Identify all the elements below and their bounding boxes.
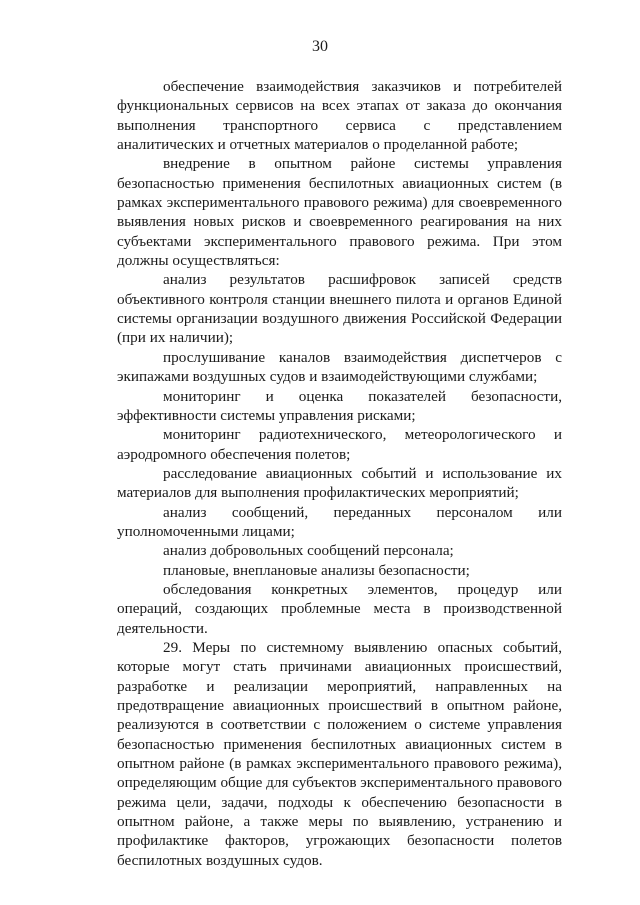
paragraph-element-inspection: обследования конкретных элементов, процедур или операций, создающих проблемные места в производственной деятельности. (117, 580, 562, 637)
page-number: 30 (312, 38, 328, 55)
paragraph-radio-meteo-monitoring: мониторинг радиотехнического, метеорологического и аэродромного обеспечения полетов; (117, 426, 562, 463)
paragraph-objective-control-analysis: анализ результатов расшифровок записей средств объективного контроля станции внешнего пилота и органов Единой системы организации воздушного движения Российской Федерации (при их наличии); (117, 271, 562, 347)
paragraph-voluntary-reports: анализ добровольных сообщений персонала; (163, 542, 454, 560)
paragraph-safety-analyses: плановые, внеплановые анализы безопасности; (163, 561, 470, 579)
paragraph-item-29: 29. Меры по системному выявлению опасных событий, которые могут стать причинами авиационных происшествий, разработке и реализации мероприятий, направленных на предотвращение авиационных происшествий в опытном районе, реализуются в соответствии с положением о системе управления безопасностью применения беспилотных авиационных систем в опытном районе (в рамках экспериментального правового режима), определяющим общие для субъектов экспериментального правового режима цели, задачи, подходы к обеспечению безопасности в опытном районе, а также меры по выявлению, устранению и профилактике факторов, угрожающих безопасности полетов беспилотных воздушных судов. (117, 638, 563, 869)
paragraph-safety-indicators: мониторинг и оценка показателей безопасности, эффективности системы управления рисками; (117, 387, 562, 424)
paragraph-service-interaction: обеспечение взаимодействия заказчиков и потребителей функциональных сервисов на всех этапах от заказа до окончания выполнения транспортного сервиса с представлением аналитических и отчетных материалов о проделанной работе; (117, 78, 562, 154)
paragraph-safety-management: внедрение в опытном районе системы управления безопасностью применения беспилотных авиационных систем (в рамках экспериментального правового режима) для своевременного выявления новых рисков и своевременного реагирования на них субъектами экспериментального правового режима. При этом должны осуществляться: (117, 155, 562, 270)
paragraph-channel-monitoring: прослушивание каналов взаимодействия диспетчеров с экипажами воздушных судов и взаимодействующими службами; (117, 348, 562, 386)
document-body (117, 77, 562, 870)
paragraph-report-analysis: анализ сообщений, переданных персоналом или уполномоченными лицами; (117, 503, 562, 540)
paragraph-event-investigation: расследование авиационных событий и использование их материалов для выполнения профилактических мероприятий; (117, 464, 562, 502)
